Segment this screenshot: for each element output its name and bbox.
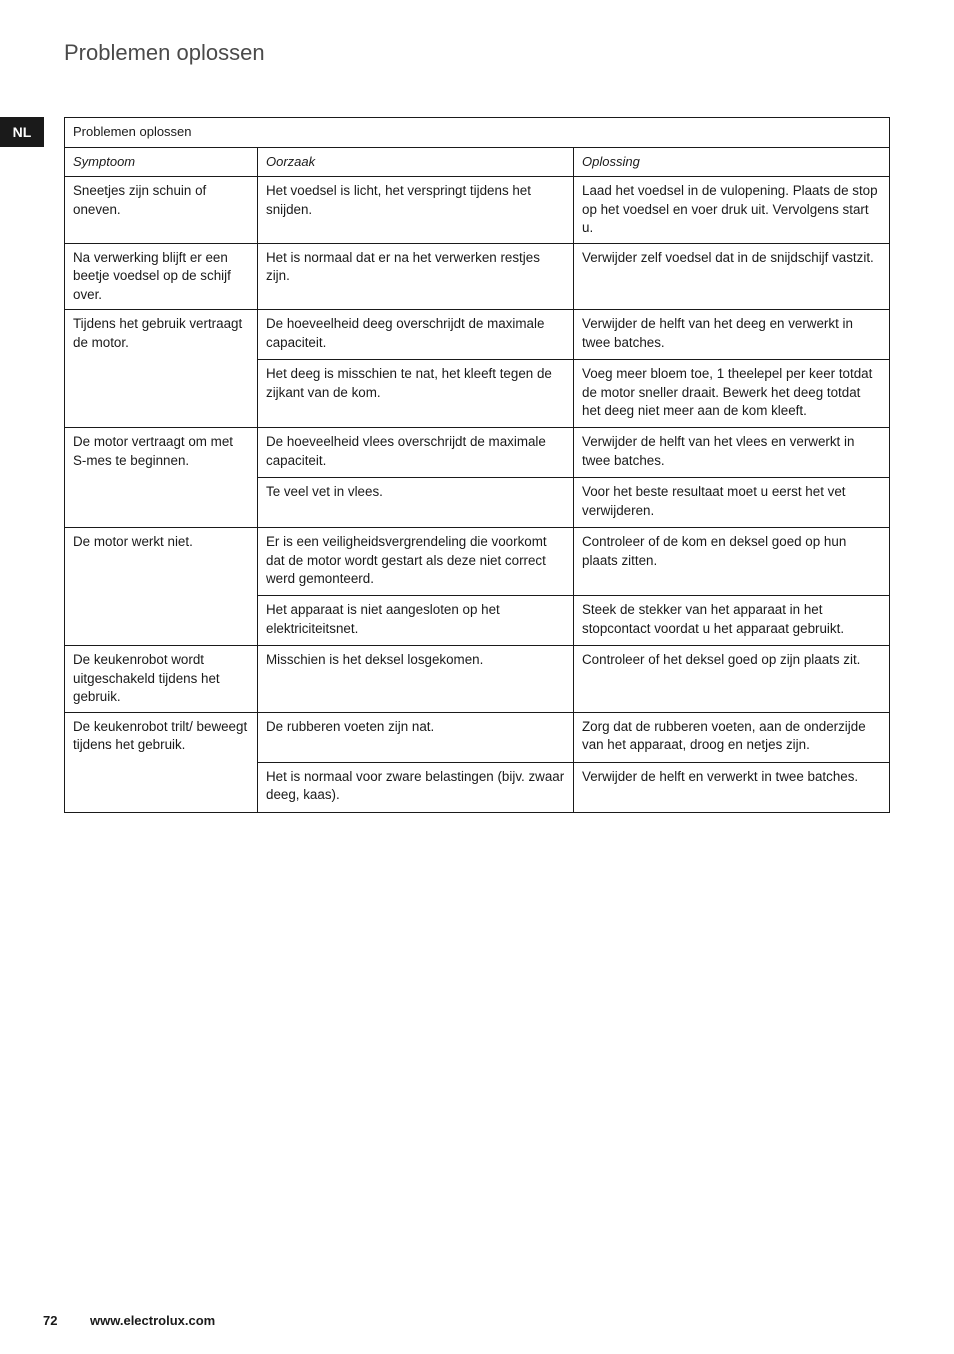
table-row xyxy=(65,310,890,360)
footer-url: www.electrolux.com xyxy=(90,1313,216,1328)
symptom-cell: De motor werkt niet. xyxy=(65,528,258,646)
solution-cell: Controleer of het deksel goed op zijn plaats zit. xyxy=(574,646,890,713)
column-header-solution: Oplossing xyxy=(574,147,890,177)
solution-cell: Voor het beste resultaat moet u eerst het vet verwijderen. xyxy=(574,478,890,528)
cause-cell: Het is normaal dat er na het verwerken restjes zijn. xyxy=(258,243,574,310)
solution-cell: Zorg dat de rubberen voeten, aan de onderzijde van het apparaat, droog en netjes zijn. xyxy=(574,712,890,762)
table-row xyxy=(65,177,890,244)
cause-cell: Het apparaat is niet aangesloten op het elektriciteitsnet. xyxy=(258,596,574,646)
column-header-symptom: Symptoom xyxy=(65,147,258,177)
cause-cell: Het is normaal voor zware belastingen (bijv. zwaar deeg, kaas). xyxy=(258,762,574,812)
table-body xyxy=(65,177,890,813)
table-row xyxy=(65,243,890,310)
solution-cell: Controleer of de kom en deksel goed op hun plaats zitten. xyxy=(574,528,890,596)
table-row xyxy=(65,712,890,762)
table-row xyxy=(65,646,890,713)
column-header-cause: Oorzaak xyxy=(258,147,574,177)
cause-cell: De hoeveelheid vlees overschrijdt de maximale capaciteit. xyxy=(258,428,574,478)
cause-cell: Te veel vet in vlees. xyxy=(258,478,574,528)
symptom-cell: De motor vertraagt om met S-mes te beginnen. xyxy=(65,428,258,528)
page-number: 72 xyxy=(43,1313,58,1328)
solution-cell: Steek de stekker van het apparaat in het stopcontact voordat u het apparaat gebruikt. xyxy=(574,596,890,646)
symptom-cell: Na verwerking blijft er een beetje voedsel op de schijf over. xyxy=(65,243,258,310)
cause-cell: Het voedsel is licht, het verspringt tijdens het snijden. xyxy=(258,177,574,244)
solution-cell: Verwijder de helft en verwerkt in twee batches. xyxy=(574,762,890,812)
table-row xyxy=(65,428,890,478)
solution-cell: Verwijder de helft van het vlees en verwerkt in twee batches. xyxy=(574,428,890,478)
troubleshooting-table xyxy=(64,117,890,813)
cause-cell: Er is een veiligheidsvergrendeling die voorkomt dat de motor wordt gestart als deze niet correct werd gemonteerd. xyxy=(258,528,574,596)
symptom-cell: De keukenrobot wordt uitgeschakeld tijdens het gebruik. xyxy=(65,646,258,713)
cause-cell: De rubberen voeten zijn nat. xyxy=(258,712,574,762)
cause-cell: Het deeg is misschien te nat, het kleeft tegen de zijkant van de kom. xyxy=(258,360,574,428)
symptom-cell: Sneetjes zijn schuin of oneven. xyxy=(65,177,258,244)
symptom-cell: Tijdens het gebruik vertraagt de motor. xyxy=(65,310,258,428)
solution-cell: Verwijder zelf voedsel dat in de snijdschijf vastzit. xyxy=(574,243,890,310)
solution-cell: Voeg meer bloem toe, 1 theelepel per keer totdat de motor sneller draait. Bewerk het deeg totdat het deeg niet meer aan de kom kleeft. xyxy=(574,360,890,428)
table-caption: Problemen oplossen xyxy=(65,118,890,148)
symptom-cell: De keukenrobot trilt/ beweegt tijdens het gebruik. xyxy=(65,712,258,812)
table-row xyxy=(65,528,890,596)
cause-cell: De hoeveelheid deeg overschrijdt de maximale capaciteit. xyxy=(258,310,574,360)
language-tab: NL xyxy=(0,117,44,147)
solution-cell: Verwijder de helft van het deeg en verwerkt in twee batches. xyxy=(574,310,890,360)
solution-cell: Laad het voedsel in de vulopening. Plaats de stop op het voedsel en voer druk uit. Vervolgens start u. xyxy=(574,177,890,244)
cause-cell: Misschien is het deksel losgekomen. xyxy=(258,646,574,713)
page-title: Problemen oplossen xyxy=(64,40,265,65)
